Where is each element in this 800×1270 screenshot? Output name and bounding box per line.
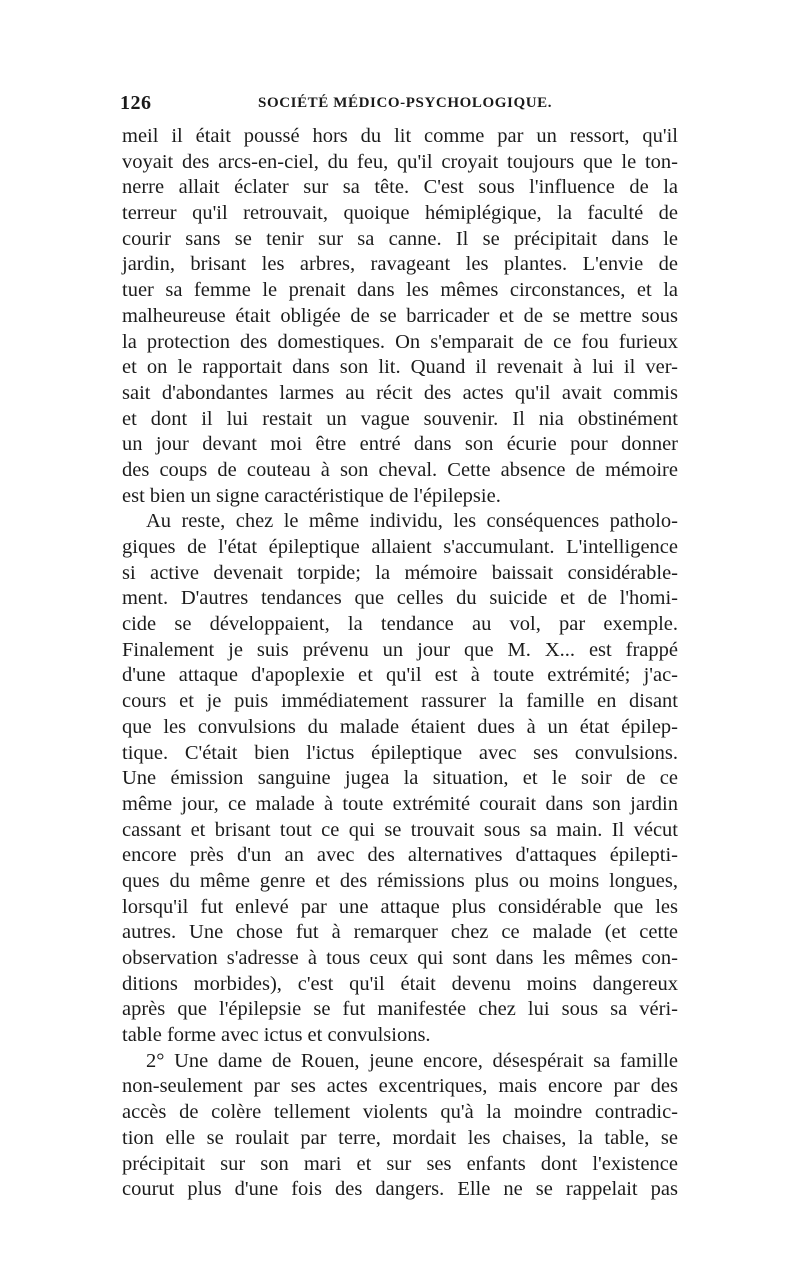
text-line: courir sans se tenir sur sa canne. Il se précipitait dans le: [122, 227, 678, 250]
text-line: table forme avec ictus et convulsions.: [122, 1024, 431, 1047]
text-line: un jour devant moi être entré dans son écurie pour donner: [122, 433, 678, 456]
text-line: tion elle se roulait par terre, mordait les chaises, la table, se: [122, 1126, 678, 1149]
text-line: tique. C'était bien l'ictus épileptique avec ses convulsions.: [122, 741, 678, 764]
text-line: Finalement je suis prévenu un jour que M. X... est frappé: [122, 638, 678, 661]
text-line: même jour, ce malade à toute extrémité courait dans son jardin: [122, 792, 678, 815]
body-text: [122, 124, 678, 1203]
text-line: accès de colère tellement violents qu'à la moindre contradic-: [122, 1101, 678, 1124]
text-line: si active devenait torpide; la mémoire baissait considérable-: [122, 561, 678, 584]
text-line: et on le rapportait dans son lit. Quand il revenait à lui il ver-: [122, 356, 678, 379]
text-line: giques de l'état épileptique allaient s'accumulant. L'intelligence: [122, 536, 678, 558]
text-line: et dont il lui restait un vague souvenir. Il nia obstinément: [122, 407, 678, 430]
text-line: autres. Une chose fut à remarquer chez ce malade (et cette: [122, 921, 678, 944]
text-line: est bien un signe caractéristique de l'épilepsie.: [122, 484, 501, 507]
text-line: ditions morbides), c'est qu'il était devenu moins dangereux: [122, 972, 678, 995]
text-line: d'une attaque d'apoplexie et qu'il est à toute extrémité; j'ac-: [122, 664, 678, 687]
text-line: ques du même genre et des rémissions plus ou moins longues,: [122, 869, 678, 892]
text-line: non-seulement par ses actes excentriques, mais encore par des: [122, 1075, 678, 1098]
page-header: [120, 92, 680, 116]
text-line: cours et je puis immédiatement rassurer la famille en disant: [122, 690, 678, 713]
text-line: Au reste, chez le même individu, les conséquences patholo-: [146, 510, 678, 533]
text-line: nerre allait éclater sur sa tête. C'est sous l'influence de la: [122, 176, 678, 199]
text-line: voyait des arcs-en-ciel, du feu, qu'il croyait toujours que le ton-: [122, 150, 678, 173]
text-line: précipitait sur son mari et sur ses enfants dont l'existence: [122, 1152, 678, 1175]
text-line: courut plus d'une fois des dangers. Elle ne se rappelait pas: [122, 1178, 678, 1201]
text-line: cassant et brisant tout ce qui se trouvait sous sa main. Il vécut: [122, 818, 678, 841]
page-number: 126: [120, 92, 152, 114]
text-line: observation s'adresse à tous ceux qui sont dans les mêmes con-: [122, 947, 678, 969]
text-line: lorsqu'il fut enlevé par une attaque plus considérable que les: [122, 895, 678, 918]
text-line: sait d'abondantes larmes au récit des actes qu'il avait commis: [122, 381, 678, 404]
text-line: la protection des domestiques. On s'emparait de ce fou furieux: [122, 330, 678, 353]
text-line: 2° Une dame de Rouen, jeune encore, désespérait sa famille: [146, 1049, 678, 1072]
text-line: tuer sa femme le prenait dans les mêmes circonstances, et la: [122, 279, 678, 302]
text-line: Une émission sanguine jugea la situation, et le soir de ce: [122, 767, 678, 790]
text-line: des coups de couteau à son cheval. Cette absence de mémoire: [122, 458, 678, 481]
text-line: cide se développaient, la tendance au vol, par exemple.: [122, 613, 678, 636]
text-line: jardin, brisant les arbres, ravageant les plantes. L'envie de: [122, 253, 678, 276]
text-line: terreur qu'il retrouvait, quoique hémiplégique, la faculté de: [122, 202, 678, 225]
text-line: meil il était poussé hors du lit comme par un ressort, qu'il: [122, 125, 678, 147]
text-line: après que l'épilepsie se fut manifestée chez lui sous sa véri-: [122, 998, 678, 1021]
text-line: encore près d'un an avec des alternatives d'attaques épilepti-: [122, 844, 678, 867]
text-line: ment. D'autres tendances que celles du suicide et de l'homi-: [122, 587, 678, 610]
text-line: que les convulsions du malade étaient dues à un état épilep-: [122, 715, 678, 738]
text-line: malheureuse était obligée de se barricader et de se mettre sous: [122, 304, 678, 327]
running-head: SOCIÉTÉ MÉDICO-PSYCHOLOGIQUE.: [258, 95, 553, 111]
